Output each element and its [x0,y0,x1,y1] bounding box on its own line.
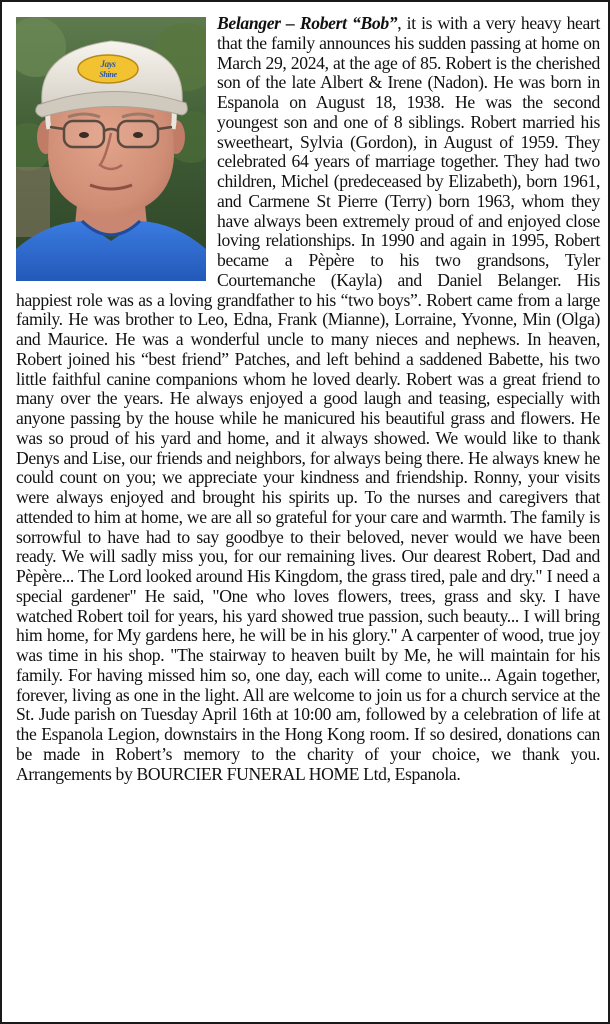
portrait-photo [16,17,206,281]
deceased-name: Belanger – Robert “Bob” [217,13,398,33]
svg-text:Shine: Shine [99,70,117,79]
obituary-text [16,14,600,784]
obituary-body: , it is with a very heavy heart that the family announces his sudden passing at home on March 29, 2024, at the age of 85. Robert is the cherished son of the late Albert & Irene (Nadon). He was born in Espanola on August 18, 1938. He was the second youngest son and one of 8 siblings. Robert married his sweetheart, Sylvia (Gordon), in August of 1959. They celebrated 64 years of marriage together. They had two children, Michel (predeceased by Elizabeth), born 1961, and Carmene St Pierre (Terry) born 1963, whom they have always been extremely proud of and enjoyed close loving relationships. In 1990 and again in 1995, Robert became a Pèpère to his two grandsons, Tyler Courtemanche (Kayla) and Daniel Belanger. His happiest role was as a loving grandfather to his “two boys”. Robert came from a large family. He was brother to Leo, Edna, Frank (Mianne), Lorraine, Yvonne, Min (Olga) and Maurice. He was a wonderful uncle to many nieces and nephews. In heaven, Robert joined his “best friend” Patches, and left behind a saddened Babette, his two little faithful canine companions whom he loved dearly. Robert was a great friend to many over the years. He always enjoyed a good laugh and teasing, especially with anyone passing by the house while he manicured his beautiful grass and flowers. He was so proud of his yard and home, and it always showed. We would like to thank Denys and Lise, our friends and neighbors, for always being there. He always knew he could count on you; we appreciate your kindness and friendship. Ronny, your visits were always enjoyed and brought his spirits up. To the nurses and caregivers that attended to him at home, we are all so grateful for your care and warmth. The family is sorrowful to have had to say goodbye to their beloved, never would we have been ready. We will sadly miss you, for our remaining lives. Our dearest Robert, Dad and Pèpère... The Lord looked around His Kingdom, the grass tired, pale and dry." I need a special gardener" He said, "One who loves flowers, trees, grass and sky. I have watched Robert toil for years, his yard showed true passion, such beauty... I will bring him home, for My gardens here, he will be in his glory." A carpenter of wood, true joy was time in his shop. "The stairway to heaven built by Me, he will maintain for his family. For having missed him so, one day, each will come to unite... Again together, forever, living as one in the light. All are welcome to join us for a church service at the St. Jude parish on Tuesday April 16th at 10:00 am, followed by a celebration of life at the Espanola Legion, downstairs in the Hong Kong room. If so desired, donations can be made in Robert’s memory to the charity of your choice, we thank you. Arrangements by BOURCIER FUNERAL HOME Ltd, Espanola. [16,13,600,784]
svg-text:Jays: Jays [100,59,116,69]
